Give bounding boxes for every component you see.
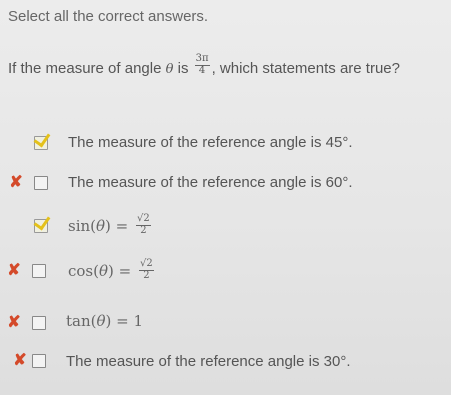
fraction-denominator: 2 [143,269,150,281]
option-4-checkbox[interactable] [32,264,46,278]
instruction-text: Select all the correct answers. [8,8,209,25]
func-name: tan [66,312,91,330]
option-6-label: The measure of the reference angle is 30°. [66,353,351,370]
theta-symbol: θ [96,217,106,235]
question-text [8,53,400,80]
value-fraction [136,214,151,236]
option-1-checkbox[interactable] [34,136,48,150]
fraction-denominator: 4 [198,64,206,76]
option-2-checkbox[interactable] [34,176,48,190]
func-name: sin [68,217,91,235]
option-6-checkbox[interactable] [32,354,46,368]
function-value: 1 [133,312,144,330]
question-suffix: , which statements are true? [211,59,400,77]
wrong-mark-icon: ✘ [7,314,21,331]
wrong-mark-icon: ✘ [7,262,21,279]
theta-symbol: θ [165,61,174,77]
option-1-label: The measure of the reference angle is 45°. [68,134,353,151]
option-5-checkbox[interactable] [32,316,46,330]
wrong-mark-icon: ✘ [13,352,27,369]
wrong-mark-icon: ✘ [9,174,23,191]
func-name: cos [68,262,94,280]
fraction-numerator: √2 [140,258,153,269]
option-5-label: tan(θ) = 1 [66,312,144,330]
option-2-label: The measure of the reference angle is 60°. [68,174,353,191]
theta-symbol: θ [99,262,109,280]
fraction-numerator: √2 [137,213,150,224]
value-fraction [139,259,154,281]
option-3-checkbox[interactable] [34,219,48,233]
option-4-label: cos(θ) = $\frac{√2}{2}$ [68,258,153,281]
equals-sign: = [118,262,132,280]
theta-symbol: θ [96,312,106,330]
option-3-label: sin(θ) = $\frac{√2}{2}$ [68,213,150,236]
question-is: is [177,59,189,77]
fraction-denominator: 2 [140,224,147,236]
equals-sign: = [116,312,129,330]
fraction-numerator: 3π [195,53,209,64]
equals-sign: = [115,217,129,235]
angle-fraction [195,54,210,76]
question-prefix: If the measure of angle [8,59,162,77]
